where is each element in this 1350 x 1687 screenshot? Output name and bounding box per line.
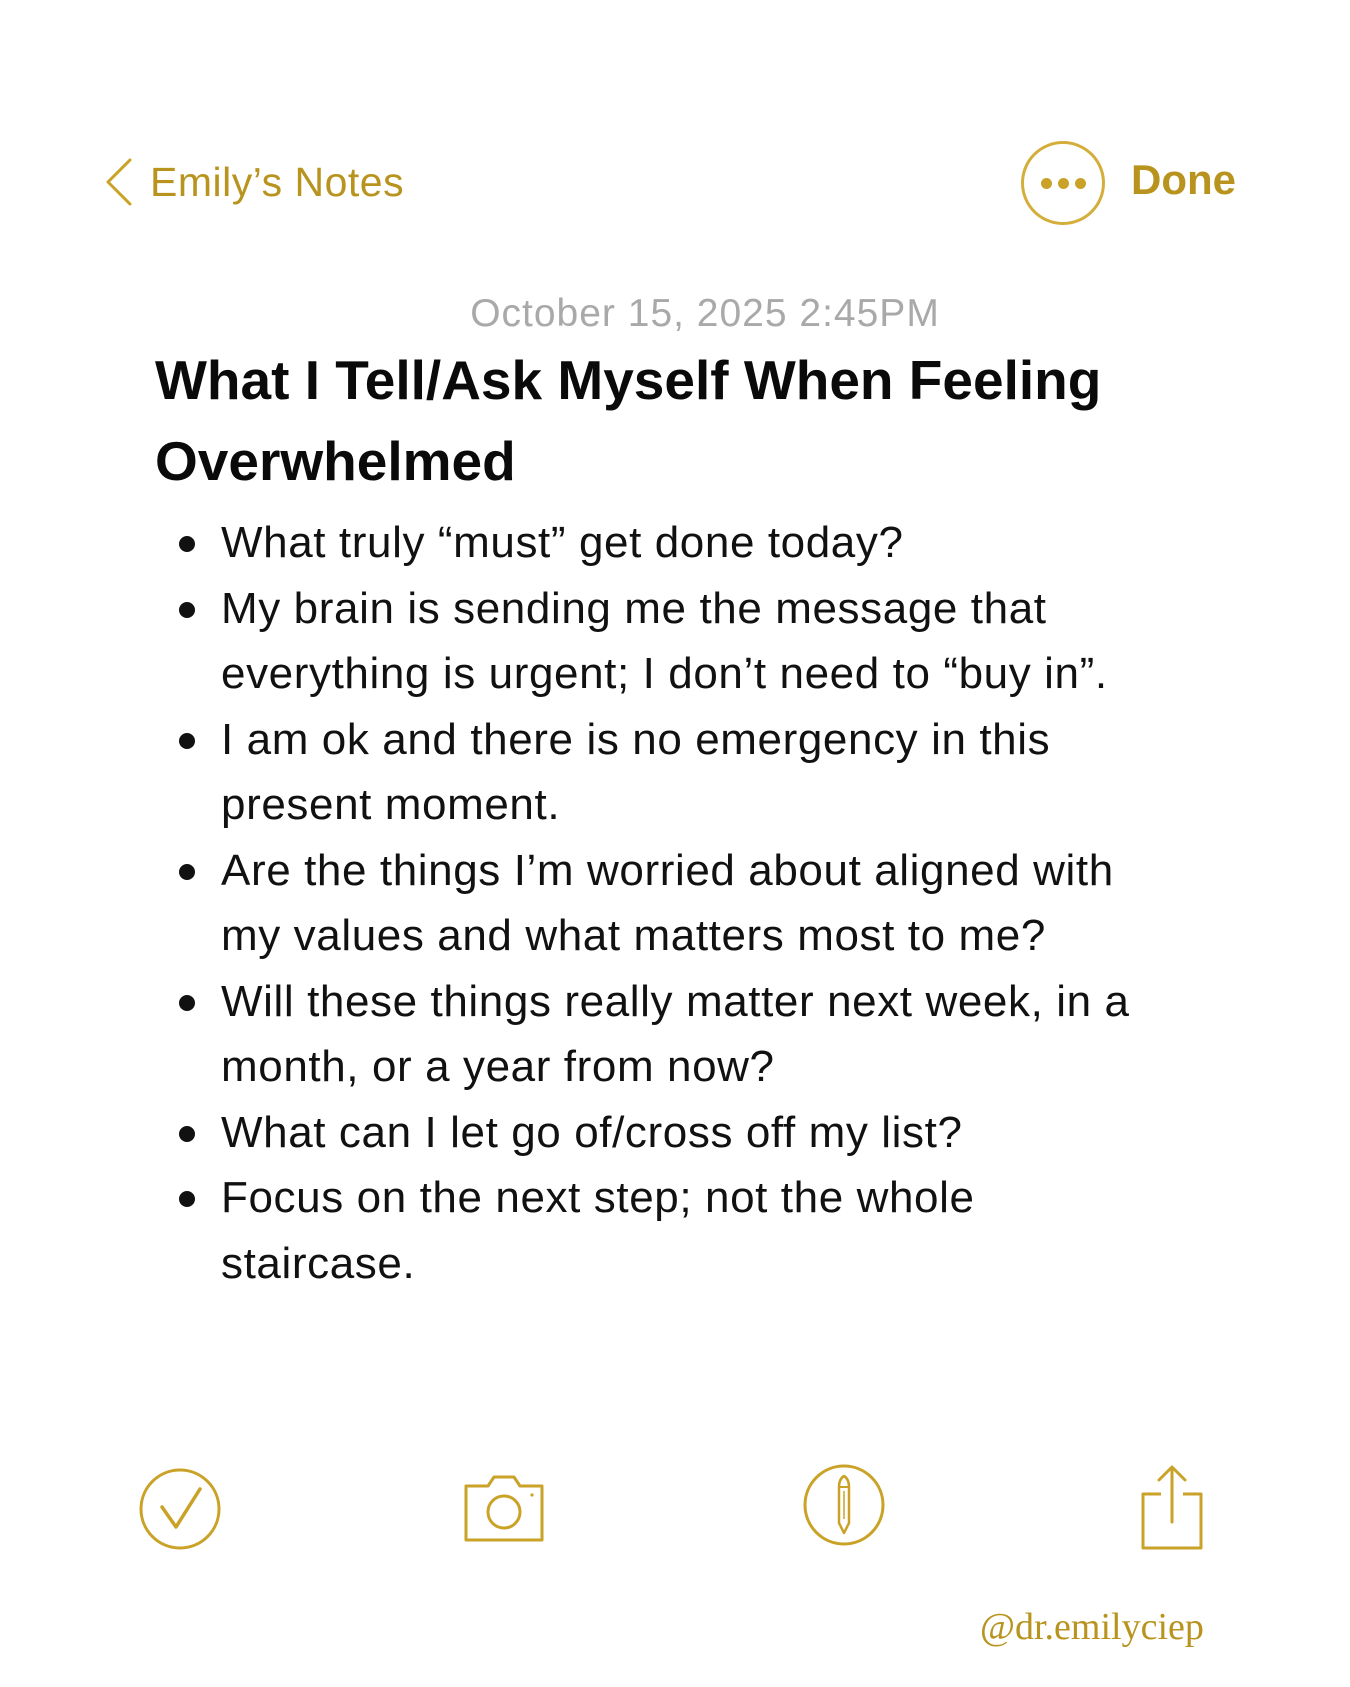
list-item-text: What truly “must” get done today? bbox=[221, 518, 904, 567]
note-title[interactable]: What I Tell/Ask Myself When Feeling Overwhelmed bbox=[155, 349, 1102, 492]
bullet-icon bbox=[179, 995, 195, 1011]
bullet-icon bbox=[179, 1191, 195, 1207]
bullet-icon bbox=[179, 1126, 195, 1142]
share-icon bbox=[1137, 1462, 1207, 1552]
list-item[interactable] bbox=[175, 707, 1175, 838]
markup-button[interactable] bbox=[802, 1463, 886, 1547]
list-item-text: Are the things I’m worried about aligned with my values and what matters most to me? bbox=[221, 845, 1114, 960]
list-item-text: Will these things really matter next week, in a month, or a year from now? bbox=[221, 976, 1130, 1091]
list-item-text: What can I let go of/cross off my list? bbox=[221, 1107, 963, 1157]
list-item[interactable] bbox=[175, 969, 1175, 1100]
list-item[interactable] bbox=[175, 838, 1175, 969]
more-options-button[interactable] bbox=[1021, 141, 1105, 225]
ellipsis-icon bbox=[1041, 178, 1086, 189]
list-item-text: I am ok and there is no emergency in this present moment. bbox=[221, 714, 1051, 829]
back-button[interactable] bbox=[102, 156, 404, 208]
back-button-label: Emily’s Notes bbox=[150, 158, 405, 205]
author-handle: @dr.emilyciep bbox=[980, 1606, 1204, 1648]
share-button[interactable] bbox=[1137, 1462, 1207, 1552]
list-item[interactable] bbox=[175, 1100, 1175, 1166]
chevron-left-icon bbox=[102, 156, 138, 208]
bullet-icon bbox=[179, 864, 195, 880]
list-item-text: Focus on the next step; not the whole staircase. bbox=[221, 1173, 975, 1288]
camera-button[interactable] bbox=[462, 1470, 546, 1546]
checklist-button[interactable] bbox=[138, 1467, 222, 1551]
bullet-icon bbox=[179, 536, 195, 552]
bullet-icon bbox=[179, 602, 195, 618]
done-button[interactable]: Done bbox=[1131, 156, 1236, 203]
list-item[interactable] bbox=[175, 510, 1175, 576]
checklist-icon bbox=[138, 1467, 222, 1551]
note-timestamp: October 15, 2025 2:45PM bbox=[470, 292, 940, 335]
list-item-text: My brain is sending me the message that everything is urgent; I don’t need to “buy in”. bbox=[221, 583, 1108, 698]
note-bullet-list[interactable] bbox=[175, 510, 1175, 1296]
markup-pen-icon bbox=[802, 1463, 886, 1547]
camera-icon bbox=[462, 1470, 546, 1546]
list-item[interactable] bbox=[175, 1165, 1175, 1296]
bullet-icon bbox=[179, 733, 195, 749]
list-item[interactable] bbox=[175, 576, 1175, 707]
